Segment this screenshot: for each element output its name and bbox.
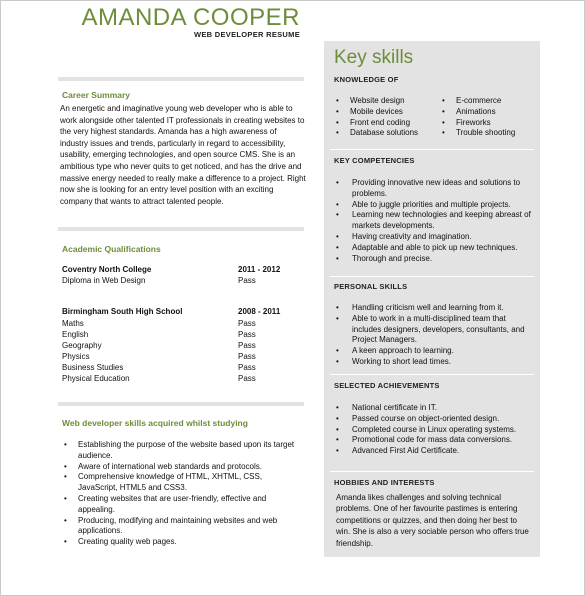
college-years: 2011 - 2012: [238, 265, 281, 274]
divider: [58, 402, 304, 406]
list-item: • Front end coding: [332, 118, 418, 129]
key-skills-title: Key skills: [334, 47, 414, 68]
divider: [330, 471, 534, 472]
subject: Maths: [62, 319, 84, 328]
knowledge-col-1: [332, 96, 418, 139]
key-skills-panel: [324, 41, 540, 557]
studying-skills-heading: Web developer skills acquired whilst studying: [62, 418, 248, 428]
table-row: [62, 363, 302, 374]
divider: [330, 149, 534, 150]
career-summary-heading: Career Summary: [62, 90, 131, 100]
studying-skills-list: [62, 440, 302, 548]
list-item: • Passed course on object-oriented design.: [332, 414, 532, 425]
list-item: • Thorough and precise.: [332, 254, 532, 265]
personal-heading: PERSONAL SKILLS: [334, 282, 408, 291]
competencies-list: [332, 178, 532, 264]
subject: Physics: [62, 352, 90, 361]
list-item: • Learning new technologies and keeping abreast of markets developments.: [332, 210, 532, 232]
table-row: [62, 276, 302, 287]
list-item: • Mobile devices: [332, 107, 418, 118]
list-item: • Working to short lead times.: [332, 357, 532, 368]
result: Pass: [238, 341, 256, 350]
list-item: • National certificate in IT.: [332, 403, 532, 414]
hobbies-heading: HOBBIES AND INTERESTS: [334, 478, 435, 487]
result: Pass: [238, 319, 256, 328]
list-item: • Producing, modifying and maintaining websites and web applications.: [62, 516, 302, 538]
hobbies-text: Amanda likes challenges and solving technical problems. One of her favourite pastimes is entering competitions or quizzes, and then doing her best to win. She is also a very sociable person who offers true friendship.: [336, 493, 529, 548]
result: Pass: [238, 276, 256, 285]
list-item: • Handling criticism well and learning from it.: [332, 303, 532, 314]
list-item: • Promotional code for mass data conversions.: [332, 435, 532, 446]
list-item: • Able to work in a multi-disciplined team that includes designers, developers, consultants, and Project Managers.: [332, 314, 532, 346]
career-summary-text: An energetic and imaginative young web developer who is able to work alongside other talented IT professionals in creating websites to the very highest standards. Amanda has a high awareness of industry issues and trends, particularly in regard to accessibility, usability, emerging technologies, and open source CMS. She is an ambitious type who never quits to get noticed, and has the drive and massive energy needed to really make a difference to a project. Right now she is looking for an entry level position with an exciting company that wants to attract talented people.: [60, 104, 306, 206]
subject: Physical Education: [62, 374, 130, 383]
achievements-list: [332, 403, 532, 457]
result: Pass: [238, 352, 256, 361]
table-row: [62, 319, 302, 330]
list-item: • Aware of international web standards and protocols.: [62, 462, 302, 473]
result: Pass: [238, 374, 256, 383]
list-item: • Website design: [332, 96, 418, 107]
divider: [58, 77, 304, 81]
list-item: • Creating quality web pages.: [62, 537, 302, 548]
list-item: • Establishing the purpose of the website based upon its target audience.: [62, 440, 302, 462]
list-item: • A keen approach to learning.: [332, 346, 532, 357]
subject: Diploma in Web Design: [62, 276, 146, 285]
divider: [330, 374, 534, 375]
subject: English: [62, 330, 89, 339]
table-row: [62, 341, 302, 352]
list-item: • Having creativity and imagination.: [332, 232, 532, 243]
list-item: • Comprehensive knowledge of HTML, XHTML, CSS, JavaScript, HTML5 and CSS3.: [62, 472, 302, 494]
academic-heading: Academic Qualifications: [62, 244, 161, 254]
candidate-name: AMANDA COOPER: [81, 4, 300, 31]
result: Pass: [238, 330, 256, 339]
list-item: • Providing innovative new ideas and solutions to problems.: [332, 178, 532, 200]
college-row: [62, 265, 302, 276]
competencies-heading: KEY COMPETENCIES: [334, 156, 415, 165]
school-row: [62, 307, 302, 318]
divider: [58, 227, 304, 231]
personal-list: [332, 303, 532, 368]
divider: [330, 276, 534, 277]
list-item: • Trouble shooting: [438, 128, 515, 139]
list-item: • Animations: [438, 107, 515, 118]
subject: Business Studies: [62, 363, 124, 372]
list-item: • Creating websites that are user-friendly, effective and appealing.: [62, 494, 302, 516]
resume-title: WEB DEVELOPER RESUME: [193, 30, 300, 39]
subject: Geography: [62, 341, 102, 350]
list-item: • Fireworks: [438, 118, 515, 129]
knowledge-col-2: [438, 96, 515, 139]
list-item: • Completed course in Linux operating systems.: [332, 425, 532, 436]
list-item: • E-commerce: [438, 96, 515, 107]
list-item: • Adaptable and able to pick up new techniques.: [332, 243, 532, 254]
table-row: [62, 374, 302, 385]
list-item: • Able to juggle priorities and multiple projects.: [332, 200, 532, 211]
result: Pass: [238, 363, 256, 372]
knowledge-heading: KNOWLEDGE OF: [334, 75, 399, 84]
achievements-heading: SELECTED ACHIEVEMENTS: [334, 381, 440, 390]
table-row: [62, 330, 302, 341]
school-years: 2008 - 2011: [238, 307, 281, 316]
list-item: • Advanced First Aid Certificate.: [332, 446, 532, 457]
table-row: [62, 352, 302, 363]
school-name: Birmingham South High School: [62, 307, 183, 316]
list-item: • Database solutions: [332, 128, 418, 139]
college-name: Coventry North College: [62, 265, 152, 274]
